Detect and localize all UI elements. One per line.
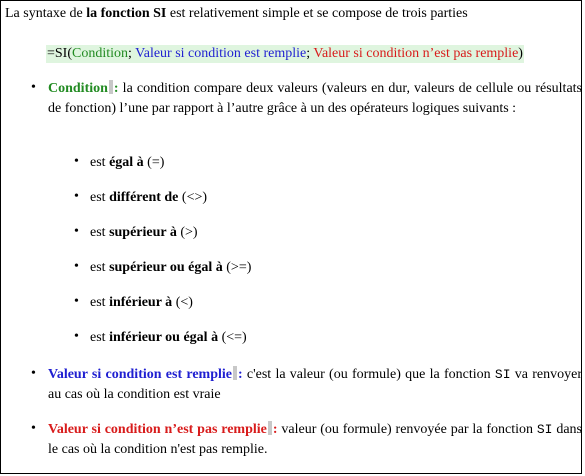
field-separator-mark <box>268 421 272 435</box>
operator-item <box>90 224 198 242</box>
bullet-dot: • <box>31 80 36 95</box>
operator-prefix: est <box>90 190 110 205</box>
operator-prefix: est <box>90 330 110 345</box>
operator-item <box>90 189 207 207</box>
true-value-text-2: va renvoyer au cas où la condition est vraie <box>48 367 583 402</box>
true-value-text-1: c'est la valeur (ou formule) que la fonction <box>242 367 495 382</box>
intro-suffix: est relativement simple et se compose de trois parties <box>166 6 468 21</box>
formula-sep-2: ; <box>306 46 314 61</box>
formula-condition: Condition <box>72 46 129 61</box>
operator-symbol: (>=) <box>222 260 252 275</box>
si-function-code: SI <box>536 422 553 437</box>
operator-name: supérieur ou égal à <box>109 260 223 275</box>
si-function-code: SI <box>494 367 511 382</box>
formula-sep-1: ; <box>128 46 136 61</box>
false-value-description <box>48 420 582 460</box>
operator-item <box>90 329 247 347</box>
operator-name: différent de <box>109 190 179 205</box>
condition-term: Condition <box>48 81 108 96</box>
operator-item <box>90 294 193 312</box>
operator-item <box>90 154 164 172</box>
si-formula <box>46 45 524 63</box>
operator-name: inférieur à <box>109 295 173 310</box>
operator-symbol: (=) <box>143 155 165 170</box>
false-value-text-2: dans le cas où la condition n'est pas remplie. <box>48 422 582 457</box>
formula-start: =SI( <box>47 46 73 61</box>
operator-prefix: est <box>90 155 110 170</box>
false-value-text-1: valeur (ou formule) renvoyée par la fonction <box>277 422 537 437</box>
operator-name: égal à <box>109 155 144 170</box>
sub-bullet-dot: • <box>74 329 79 344</box>
bullet-dot: • <box>31 366 36 381</box>
false-value-term: Valeur si condition n’est pas remplie <box>48 422 267 437</box>
sub-bullet-dot: • <box>74 154 79 169</box>
operator-symbol: (<=) <box>218 330 247 345</box>
formula-false-value: Valeur si condition n’est pas remplie <box>313 46 519 61</box>
operator-symbol: (<>) <box>178 190 208 205</box>
intro-sentence <box>5 5 468 23</box>
field-separator-mark <box>109 80 113 94</box>
sub-bullet-dot: • <box>74 224 79 239</box>
operator-name: inférieur ou égal à <box>109 330 219 345</box>
true-value-colon: : <box>237 367 243 382</box>
operator-symbol: (<) <box>172 295 193 310</box>
formula-end: ) <box>518 46 523 61</box>
field-separator-mark <box>233 366 237 380</box>
condition-description <box>48 79 582 119</box>
condition-colon: : <box>113 81 119 96</box>
false-value-colon: : <box>272 422 278 437</box>
operator-prefix: est <box>90 260 110 275</box>
operator-symbol: (>) <box>176 225 198 240</box>
intro-prefix: La syntaxe de <box>5 6 87 21</box>
sub-bullet-dot: • <box>74 189 79 204</box>
operator-prefix: est <box>90 295 110 310</box>
formula-true-value: Valeur si condition est remplie <box>135 46 307 61</box>
operator-item <box>90 259 251 277</box>
sub-bullet-dot: • <box>74 294 79 309</box>
condition-text: la condition compare deux valeurs (valeurs en dur, valeurs de cellule ou résultats de fonction) l’une par rapport à l’autre grâce à un des opérateurs logiques suivants : <box>48 81 582 116</box>
sub-bullet-dot: • <box>74 259 79 274</box>
true-value-term: Valeur si condition est remplie <box>48 367 232 382</box>
operator-name: supérieur à <box>109 225 177 240</box>
operator-prefix: est <box>90 225 110 240</box>
intro-bold-term: la fonction SI <box>86 6 167 21</box>
bullet-dot: • <box>31 421 36 436</box>
true-value-description <box>48 365 582 405</box>
